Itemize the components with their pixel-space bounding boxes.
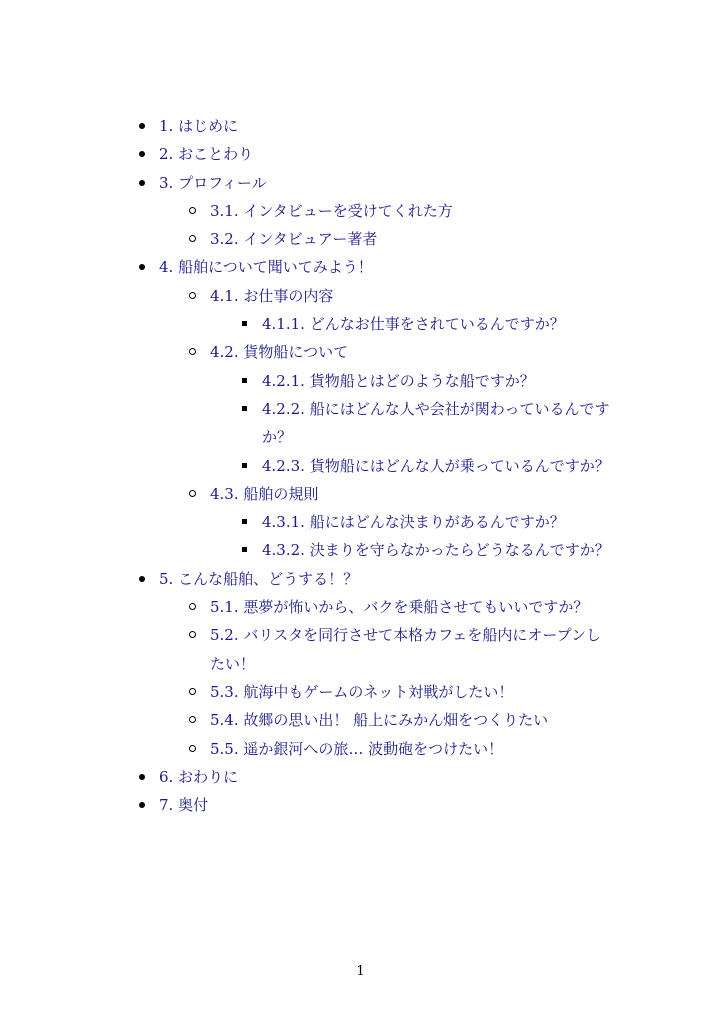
toc-entry-level-2[interactable]: [0, 593, 610, 621]
toc-entry-level-1[interactable]: [0, 791, 619, 819]
bullet-circle-icon: [189, 631, 196, 638]
bullet-disc-icon: [139, 774, 145, 780]
toc-entry-level-2[interactable]: [0, 480, 610, 508]
bullet-disc-icon: [139, 180, 145, 186]
toc-link[interactable]: 4.3. 船舶の規則: [210, 484, 319, 503]
toc-entry-level-3[interactable]: [0, 310, 614, 338]
toc-entry-level-2[interactable]: [0, 282, 610, 310]
bullet-circle-icon: [189, 745, 196, 752]
toc-link[interactable]: 5.1. 悪夢が怖いから、バクを乗船させてもいいですか？: [210, 598, 589, 617]
toc-link[interactable]: 3.2. インタビュアー著者: [210, 230, 378, 249]
bullet-square-icon: [242, 547, 247, 552]
toc-link[interactable]: 5.3. 航海中もゲームのネット対戦がしたい！: [210, 682, 514, 701]
toc-entry-level-1[interactable]: [0, 253, 619, 281]
toc-link[interactable]: 4. 船舶について聞いてみよう！: [159, 258, 373, 277]
bullet-circle-icon: [189, 207, 196, 214]
toc-entry-level-2[interactable]: [0, 621, 610, 678]
bullet-circle-icon: [189, 235, 196, 242]
bullet-square-icon: [242, 463, 247, 468]
toc-link[interactable]: 6. おわりに: [159, 767, 239, 786]
toc-entry-level-2[interactable]: [0, 735, 610, 763]
bullet-circle-icon: [189, 716, 196, 723]
toc-entry-level-2[interactable]: [0, 338, 610, 366]
bullet-circle-icon: [189, 348, 196, 355]
toc-link[interactable]: 4.1.1. どんなお仕事をされているんですか？: [262, 315, 565, 334]
toc-entry-level-3[interactable]: [0, 508, 614, 536]
toc-link[interactable]: 3. プロフィール: [159, 173, 267, 192]
bullet-circle-icon: [189, 490, 196, 497]
toc-link[interactable]: 4.2.1. 貨物船とはどのような船ですか？: [262, 371, 535, 390]
toc-link[interactable]: 5.2. バリスタを同行させて本格カフェを船内にオープンしたい！: [210, 626, 601, 673]
toc-entry-level-2[interactable]: [0, 678, 610, 706]
page-number: 1: [356, 964, 365, 979]
toc-entry-level-1[interactable]: [0, 169, 619, 197]
toc-entry-level-3[interactable]: [0, 536, 614, 564]
toc-entry-level-1[interactable]: [0, 140, 619, 168]
bullet-square-icon: [242, 378, 247, 383]
bullet-disc-icon: [139, 123, 145, 129]
toc-entry-level-2[interactable]: [0, 197, 610, 225]
toc-link[interactable]: 4.3.2. 決まりを守らなかったらどうなるんですか？: [262, 541, 610, 560]
bullet-square-icon: [242, 519, 247, 524]
toc-link[interactable]: 4.2.3. 貨物船にはどんな人が乗っているんですか？: [262, 456, 610, 475]
toc-link[interactable]: 4.1. お仕事の内容: [210, 286, 334, 305]
bullet-disc-icon: [139, 802, 145, 808]
bullet-disc-icon: [139, 576, 145, 582]
toc-link[interactable]: 5.5. 遥か銀河への旅… 波動砲をつけたい！: [210, 739, 504, 758]
toc-entry-level-3[interactable]: [0, 452, 614, 480]
bullet-circle-icon: [189, 603, 196, 610]
bullet-disc-icon: [139, 264, 145, 270]
bullet-disc-icon: [139, 151, 145, 157]
bullet-circle-icon: [189, 688, 196, 695]
toc-entry-level-3[interactable]: [0, 367, 614, 395]
toc-link[interactable]: 3.1. インタビューを受けてくれた方: [210, 201, 453, 220]
toc-link[interactable]: 1. はじめに: [159, 117, 239, 135]
bullet-square-icon: [242, 406, 247, 411]
toc-entry-level-3[interactable]: [0, 395, 614, 452]
toc-entry-level-1[interactable]: [0, 112, 619, 140]
toc-link[interactable]: 2. おことわり: [159, 145, 254, 164]
table-of-contents: [0, 112, 721, 819]
toc-link[interactable]: 7. 奥付: [159, 796, 209, 815]
bullet-circle-icon: [189, 292, 196, 299]
toc-link[interactable]: 4.3.1. 船にはどんな決まりがあるんですか？: [262, 513, 565, 532]
toc-link[interactable]: 4.2.2. 船にはどんな人や会社が関わっているんですか？: [262, 399, 610, 447]
toc-entry-level-1[interactable]: [0, 565, 619, 593]
toc-entry-level-1[interactable]: [0, 763, 619, 791]
toc-entry-level-2[interactable]: [0, 225, 610, 253]
toc-link[interactable]: 4.2. 貨物船について: [210, 343, 349, 362]
toc-link[interactable]: 5. こんな船舶、どうする！？: [159, 569, 359, 588]
toc-link[interactable]: 5.4. 故郷の思い出！ 船上にみかん畑をつくりたい: [210, 711, 549, 730]
toc-entry-level-2[interactable]: [0, 706, 610, 734]
bullet-square-icon: [242, 321, 247, 326]
